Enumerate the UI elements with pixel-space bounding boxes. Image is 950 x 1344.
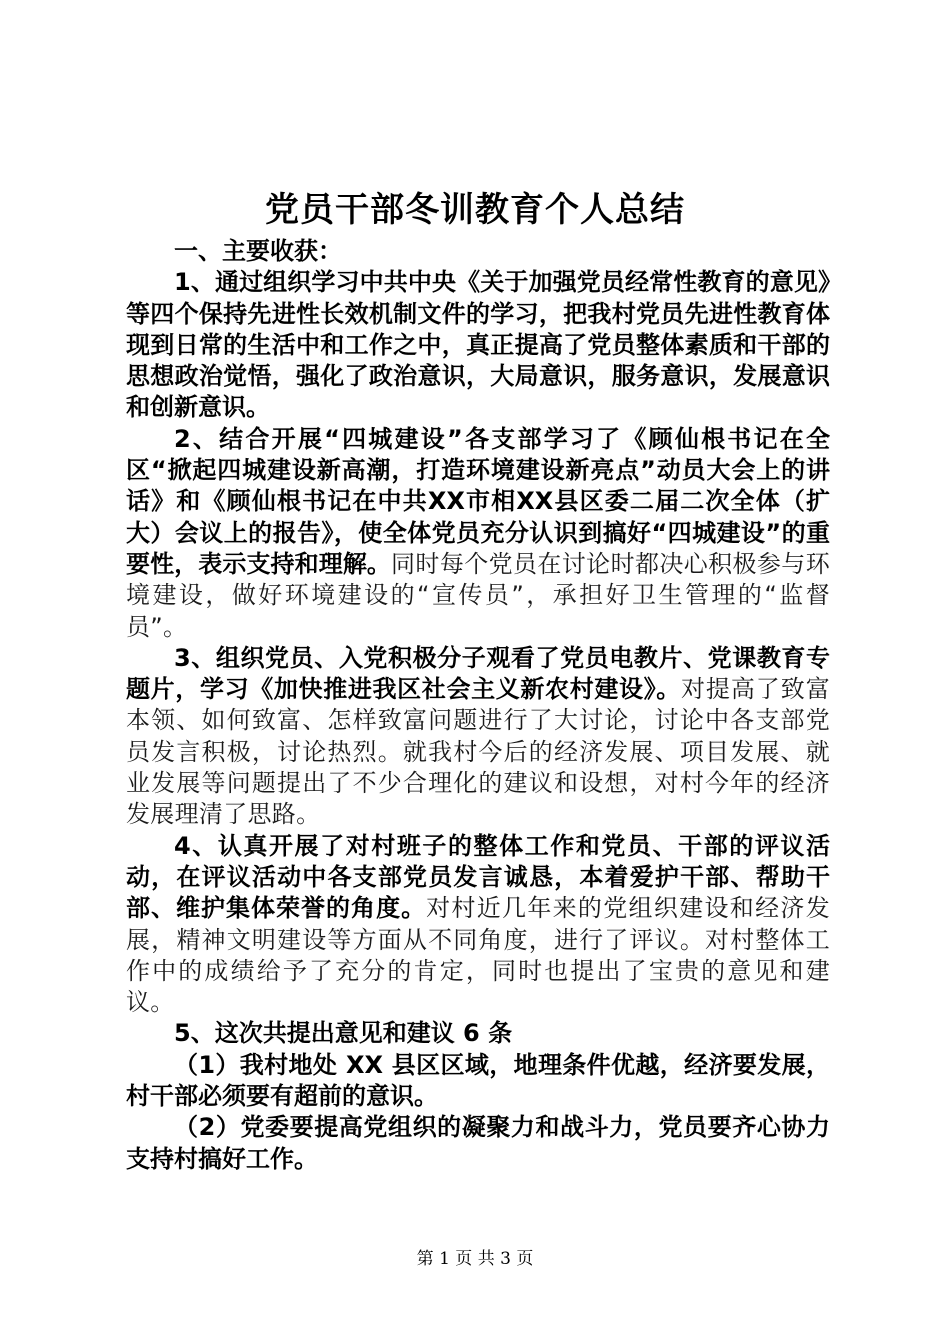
suggestion-item-1: （1）我村地处 XX 县区区域，地理条件优越，经济要发展，村干部必须要有超前的意识。 — [126, 1050, 830, 1111]
page-number-footer: 第 1 页 共 3 页 — [416, 1249, 534, 1269]
paragraph-item-4-emphasis: 4、认真开展了对村班子的整体工作和党员、干部的评议活动，在评议活动中各支部党员发言诚恳，本着爱护干部、帮助干部、维护集体荣誉的角度。 — [126, 831, 830, 923]
document-body — [126, 236, 830, 1175]
paragraph-item-4 — [126, 831, 830, 1019]
paragraph-item-3-emphasis: 3、组织党员、入党积极分子观看了党员电教片、党课教育专题片，学习《加快推进我区社会主义新农村建设》。 — [126, 643, 830, 704]
paragraph-item-5: 5、这次共提出意见和建议 6 条 — [174, 1019, 513, 1048]
document-title: 党员干部冬训教育个人总结 — [265, 190, 685, 230]
section-heading-main-gains: 一、主要收获： — [174, 237, 342, 265]
paragraph-item-2-continuation: 同时每个党员在讨论时都决心积极参与环境建设，做好环境建设的“宣传员”，承担好卫生管理的“监督员”。 — [126, 549, 831, 641]
paragraph-item-2 — [126, 424, 830, 643]
paragraph-item-4-continuation: 对村近几年来的党组织建设和经济发展，精神文明建设等方面从不同角度，进行了评议。对村整体工作中的成绩给予了充分的肯定，同时也提出了宝贵的意见和建议。 — [126, 894, 830, 1017]
suggestion-item-2: （2）党委要提高党组织的凝聚力和战斗力，党员要齐心协力支持村搞好工作。 — [126, 1113, 830, 1173]
paragraph-item-1: 1、通过组织学习中共中央《关于加强党员经常性教育的意见》等四个保持先进性长效机制文件的学习，把我村党员先进性教育体现到日常的生活中和工作之中，真正提高了党员整体素质和干部的思想政治觉悟，强化了政治意识，大局意识，服务意识，发展意识和创新意识。 — [126, 268, 830, 422]
paragraph-item-2-emphasis: 2、结合开展“四城建设”各支部学习了《顾仙根书记在全区“掀起四城建设新高潮，打造环境建设新亮点”动员大会上的讲话》和《顾仙根书记在中共XX市相XX县区委二届二次全体（扩大）会议上的报告》，使全体党员充分认识到搞好“四城建设”的重要性，表示支持和理解。 — [126, 424, 830, 578]
paragraph-item-3 — [126, 643, 830, 831]
paragraph-item-3-continuation: 对提高了致富本领、如何致富、怎样致富问题进行了大讨论，讨论中各支部党员发言积极，讨论热烈。就我村今后的经济发展、项目发展、就业发展等问题提出了不少合理化的建议和设想，对村今年的经济发展理清了思路。 — [126, 675, 831, 829]
